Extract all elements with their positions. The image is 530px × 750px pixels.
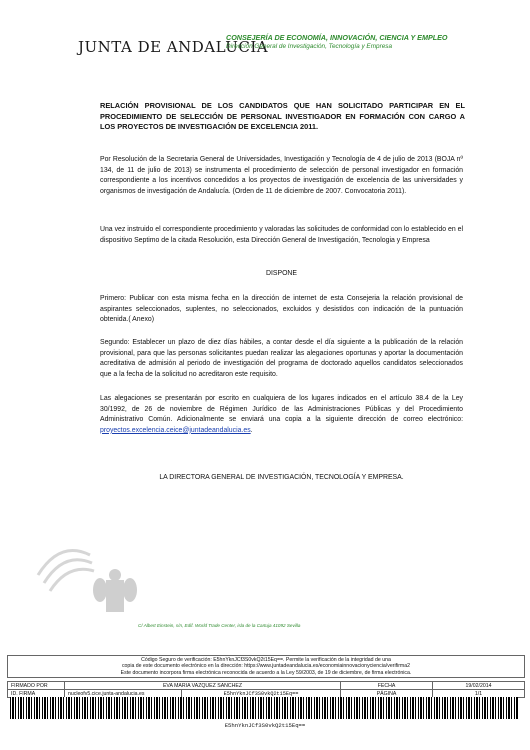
verification-line-3: Este documento incorpora firma electrónica reconocida de acuerdo a la Ley 59/2003, de 19 de diciembre, de firma electrónica.: [120, 669, 412, 676]
fecha-label: FECHA: [341, 682, 433, 690]
department-name: CONSEJERÍA DE ECONOMÍA, INNOVACIÓN, CIENCIA Y EMPLEO: [226, 33, 448, 42]
document-title: RELACIÓN PROVISIONAL DE LOS CANDIDATOS QUE HAN SOLICITADO PARTICIPAR EN EL PROCEDIMIENTO DE SELECCIÓN DE PERSONAL INVESTIGADOR EN FORMACIÓN CON CARGO A LOS PROYECTOS DE INVESTIGACIÓN DE EXCELENCIA 2011.: [100, 101, 465, 132]
dispone-heading: DISPONE: [265, 270, 297, 277]
paragraph-procedure: Una vez instruido el correspondiente procedimiento y valoradas las solicitudes de conformidad con lo establecido en el dispositivo Septimo de la citada Resolución, esta Dirección General de Investigación, Tecnologia y Empresa: [100, 226, 463, 244]
fecha-value: 19/02/2014: [433, 682, 525, 690]
verification-box: [7, 655, 525, 678]
email-suffix: .: [250, 426, 253, 434]
id-firma-value: nucleofv5.cice.junta-andalucia.es: [65, 690, 182, 698]
paragraph-alegaciones: [100, 394, 463, 436]
andalucia-emblem-watermark: [30, 535, 150, 625]
barcode-text: E5hnYknJCf3S0vkQ2t15Eq==: [224, 722, 306, 729]
id-firma-label: ID. FIRMA: [8, 690, 65, 698]
paragraph-resolution: Por Resolución de la Secretaria General de Universidades, Investigación y Tecnología de 4 de julio de 2013 (BOJA nº 134, de 11 de julio de 2013) se instrumenta el procedimiento de selección de personal investigador en formación correspondiente a los incentivos concedidos a los proyectos de investigación de excelencia de las universidades y organismos de investigación de Andalucía. (Orden de 11 de diciembre de 2007. Convocatoria 2011).: [100, 156, 463, 195]
verification-line-2: copia de este documento electrónico en la dirección: https://www.juntadeandalucia.es/economiainnovacionyciencia/verifirma2: [121, 663, 411, 670]
paragraph-segundo: Segundo: Establecer un plazo de diez días hábiles, a contar desde el día siguiente a la publicación de la relación provisional, para que las personas solicitantes puedan realizar las alegaciones oportunas y aportar la documentación acreditativa de admisión al periodo de investigación del programa de doctorado aquellos candidatos seleccionados que a la fecha de la solicitud no acreditaron este requisito.: [100, 339, 463, 378]
firmado-por-value: EVA MARIA VAZQUEZ SANCHEZ: [65, 682, 341, 690]
pagina-value: 1/1: [433, 690, 525, 698]
firmado-por-label: FIRMADO POR: [8, 682, 65, 690]
verification-line-1: Código Seguro de verificación: E5hnYknJCf3S0vkQ2t15Eq==. Permite la verificación de la integridad de una: [141, 657, 391, 663]
signature-table: [7, 681, 525, 698]
email-link[interactable]: proyectos.excelencia.ceice@juntadeandalucia.es: [100, 426, 251, 434]
id-firma-code: E5hnYknJCf3S0vkQ2t15Eq==: [182, 690, 341, 698]
pagina-label: PÁGINA: [341, 690, 433, 698]
office-address: C/ Albert Einstein, s/n, Edif. World Trade Center, isla de la Cartuja 41092 Sevilla: [138, 623, 301, 628]
barcode: [10, 697, 518, 719]
signer-title: LA DIRECTORA GENERAL DE INVESTIGACIÓN, TECNOLOGÍA Y EMPRESA.: [159, 474, 404, 481]
alegaciones-text: Las alegaciones se presentarán por escrito en cualquiera de los lugares indicados en el artículo 38.4 de la Ley 30/1992, de 26 de noviembre de Régimen Jurídico de las Administraciones Públicas y del Procedimiento Administrativo Común. Adicionalmente se enviará una copia a la siguiente dirección de correo electrónico:: [100, 395, 463, 424]
paragraph-primero: Primero: Publicar con esta misma fecha en la dirección de internet de esta Consejeria la relación provisional de aspirantes seleccionados, suplentes, no seleccionados, excluidos y desistidos con indicación de la puntuación obtenida.( Anexo): [100, 295, 463, 324]
header-department: [226, 33, 516, 51]
logo: JUNTA DE ANDALUCIA: [78, 38, 269, 56]
directorate-name: Dirección General de Investigación, Tecnología y Empresa: [226, 43, 393, 50]
table-row: [8, 682, 525, 690]
